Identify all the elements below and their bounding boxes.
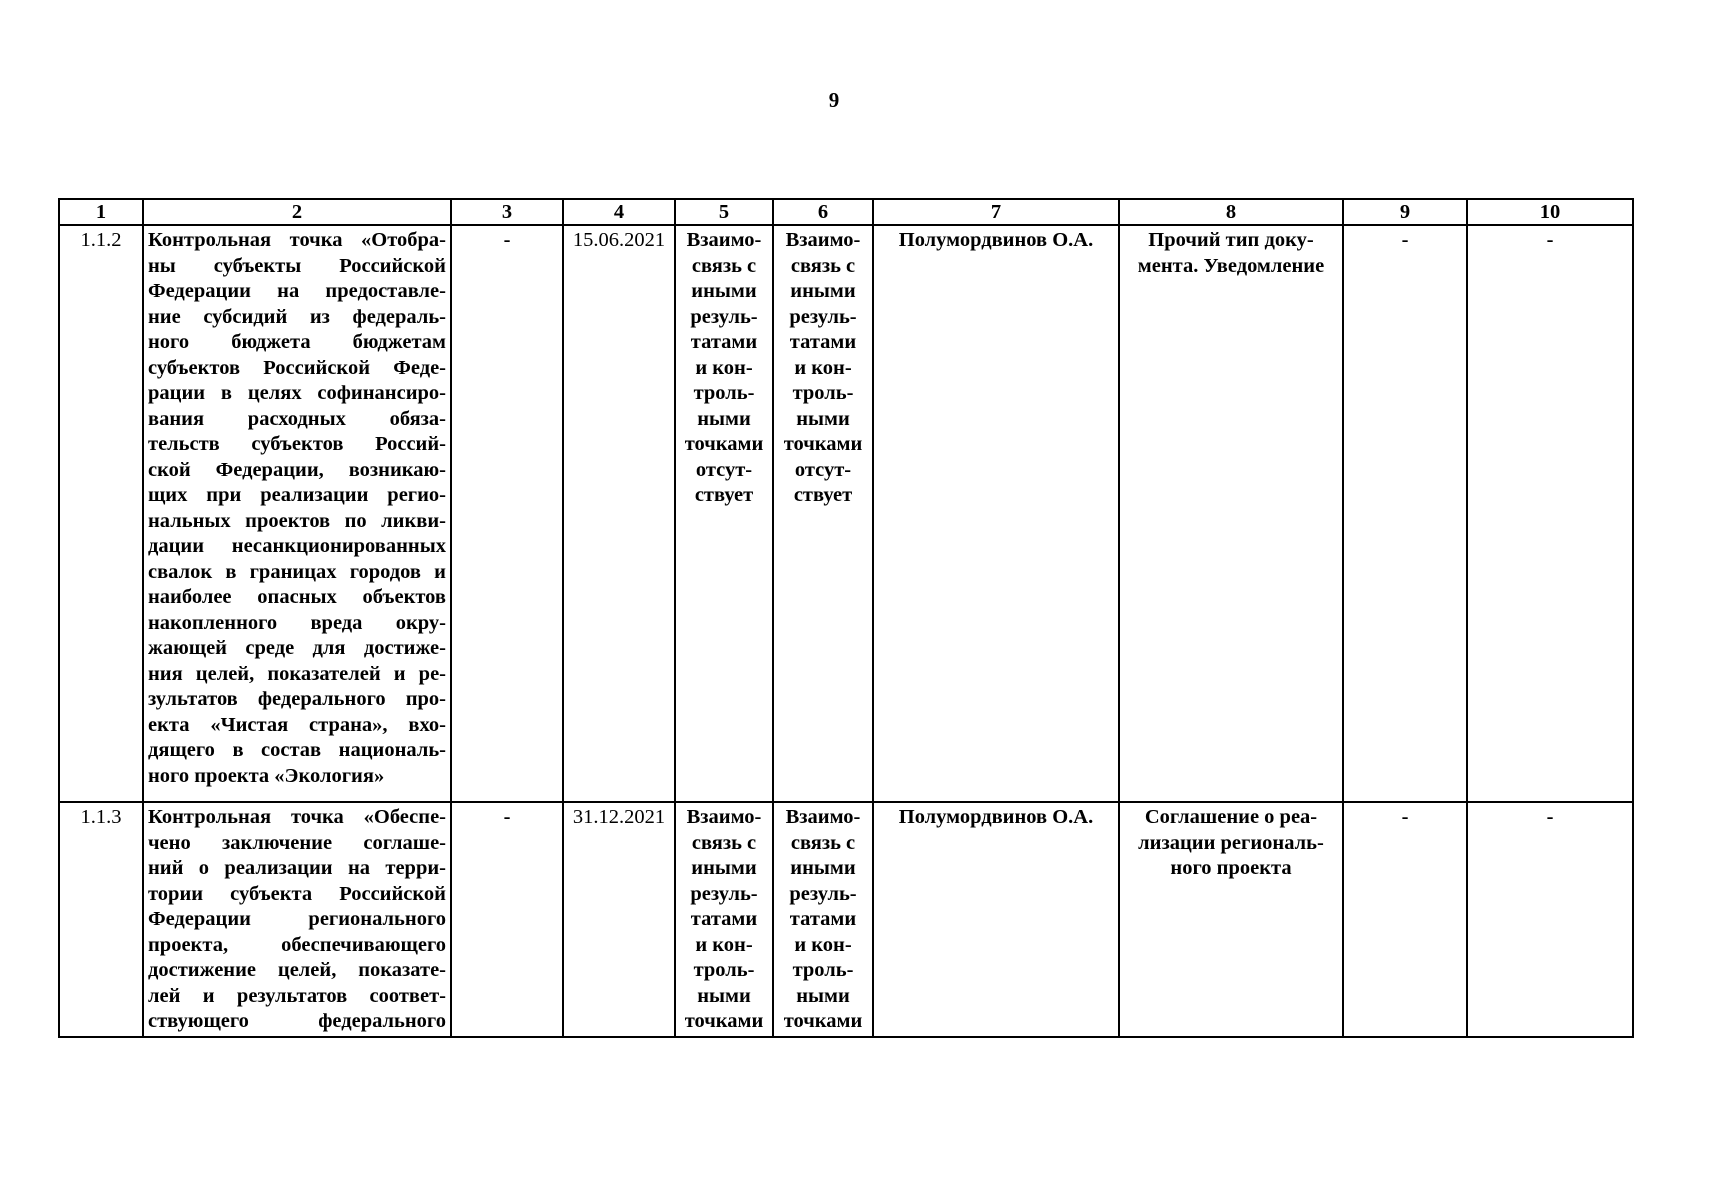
relation-cell-5 (675, 802, 773, 1037)
col9-value: - (1343, 802, 1467, 1037)
text-line: точками (684, 433, 764, 455)
text-line: резуль- (690, 305, 758, 328)
text-line: троль- (693, 382, 755, 404)
control-point-name (143, 225, 451, 802)
text-line: ного проекта (1170, 857, 1292, 879)
relation-cell-6 (773, 225, 873, 802)
row-number: 1.1.3 (59, 802, 143, 1037)
text-line: накопленного вреда окру- (148, 611, 446, 634)
text-line: щих при реализации регио- (148, 484, 446, 506)
text-line: екта «Чистая страна», вхо- (148, 713, 446, 736)
text-line: ствует (694, 484, 754, 506)
text-line: наиболее опасных объектов (148, 586, 446, 608)
relation-cell-6 (773, 802, 873, 1037)
row-number: 1.1.2 (59, 225, 143, 802)
header-cell: 5 (675, 199, 773, 225)
text-line: ствующего федерального (148, 1010, 446, 1032)
text-line: дящего в состав националь- (148, 739, 446, 761)
col3-value: - (451, 802, 563, 1037)
text-line: ния целей, показателей и ре- (148, 662, 446, 685)
text-line: тории субъекта Российской (148, 882, 446, 905)
text-line: связь с (790, 254, 856, 277)
header-cell: 6 (773, 199, 873, 225)
text-line: связь с (691, 254, 757, 277)
text-line: ными (697, 984, 751, 1007)
col10-value: - (1467, 802, 1633, 1037)
document-type (1119, 225, 1343, 802)
text-line: тельств субъектов Россий- (148, 433, 446, 455)
text-line: отсут- (794, 458, 852, 481)
text-line: татами (690, 331, 758, 353)
responsible-person: Полумордвинов О.А. (873, 225, 1119, 802)
header-cell: 7 (873, 199, 1119, 225)
text-line: Федерации регионального (148, 908, 446, 930)
text-line: троль- (792, 382, 854, 404)
text-line: иными (790, 857, 856, 879)
text-line: Прочий тип доку- (1148, 229, 1314, 251)
text-line: Контрольная точка «Обеспе- (148, 806, 446, 828)
col10-value: - (1467, 225, 1633, 802)
header-cell: 9 (1343, 199, 1467, 225)
text-line: Взаимо- (785, 806, 861, 828)
text-line: Взаимо- (785, 229, 861, 251)
text-line: проекта, обеспечивающего (148, 933, 446, 956)
text-line: свалок в границах городов и (148, 560, 446, 583)
text-line: ными (697, 407, 751, 430)
text-line: Федерации на предоставле- (148, 280, 446, 302)
control-point-name (143, 802, 451, 1037)
text-line: иными (691, 280, 757, 302)
text-line: и кон- (695, 356, 753, 379)
header-cell: 3 (451, 199, 563, 225)
header-cell: 1 (59, 199, 143, 225)
col3-value: - (451, 225, 563, 802)
text-line: достижение целей, показате- (148, 959, 446, 981)
text-line: точками (783, 433, 863, 455)
text-line: ными (796, 407, 850, 430)
page-number: 9 (828, 88, 840, 112)
text-line: и кон- (695, 933, 753, 956)
text-line: резуль- (690, 882, 758, 905)
text-line: жающей среде для достиже- (148, 637, 446, 659)
text-line: резуль- (789, 305, 857, 328)
text-line: Контрольная точка «Отобра- (148, 229, 446, 251)
text-line: лизации региональ- (1138, 831, 1324, 854)
due-date: 31.12.2021 (563, 802, 675, 1037)
text-line: дации несанкционированных (148, 535, 446, 557)
text-line: татами (690, 908, 758, 930)
text-line: иными (691, 857, 757, 879)
text-line: троль- (693, 959, 755, 981)
col9-value: - (1343, 225, 1467, 802)
text-line: татами (789, 331, 857, 353)
header-cell: 8 (1119, 199, 1343, 225)
text-line: связь с (691, 831, 757, 854)
responsible-person: Полумордвинов О.А. (873, 802, 1119, 1037)
text-line: вания расходных обяза- (148, 407, 446, 430)
table-row (59, 225, 1633, 802)
control-points-table (58, 198, 1634, 1038)
text-line: и кон- (794, 933, 852, 956)
table-header-row (59, 199, 1633, 225)
relation-cell-5 (675, 225, 773, 802)
text-line: ными (796, 984, 850, 1007)
text-line: ного бюджета бюджетам (148, 331, 446, 353)
document-type (1119, 802, 1343, 1037)
text-line: рации в целях софинансиро- (148, 382, 446, 404)
text-line: Взаимо- (686, 806, 762, 828)
text-line: троль- (792, 959, 854, 981)
text-line: Взаимо- (686, 229, 762, 251)
text-line: субъектов Российской Феде- (148, 356, 446, 379)
header-cell: 2 (143, 199, 451, 225)
header-cell: 10 (1467, 199, 1633, 225)
table-row (59, 802, 1633, 1037)
text-line: ний о реализации на терри- (148, 857, 446, 879)
text-line: мента. Уведомление (1137, 254, 1325, 277)
text-line: иными (790, 280, 856, 302)
text-line: зультатов федерального про- (148, 688, 446, 710)
text-line: татами (789, 908, 857, 930)
due-date: 15.06.2021 (563, 225, 675, 802)
text-line: ны субъекты Российской (148, 254, 446, 277)
text-line: резуль- (789, 882, 857, 905)
text-line: Соглашение о реа- (1144, 806, 1318, 828)
text-line: точками (684, 1010, 764, 1032)
text-line: лей и результатов соответ- (148, 984, 446, 1007)
text-line: и кон- (794, 356, 852, 379)
text-line: ного проекта «Экология» (148, 764, 385, 787)
text-line: отсут- (695, 458, 753, 481)
text-line: ствует (793, 484, 853, 506)
text-line: нальных проектов по ликви- (148, 509, 446, 532)
text-line: чено заключение соглаше- (148, 831, 446, 854)
text-line: ние субсидий из федераль- (148, 305, 446, 328)
text-line: точками (783, 1010, 863, 1032)
header-cell: 4 (563, 199, 675, 225)
text-line: связь с (790, 831, 856, 854)
text-line: ской Федерации, возникаю- (148, 458, 446, 481)
